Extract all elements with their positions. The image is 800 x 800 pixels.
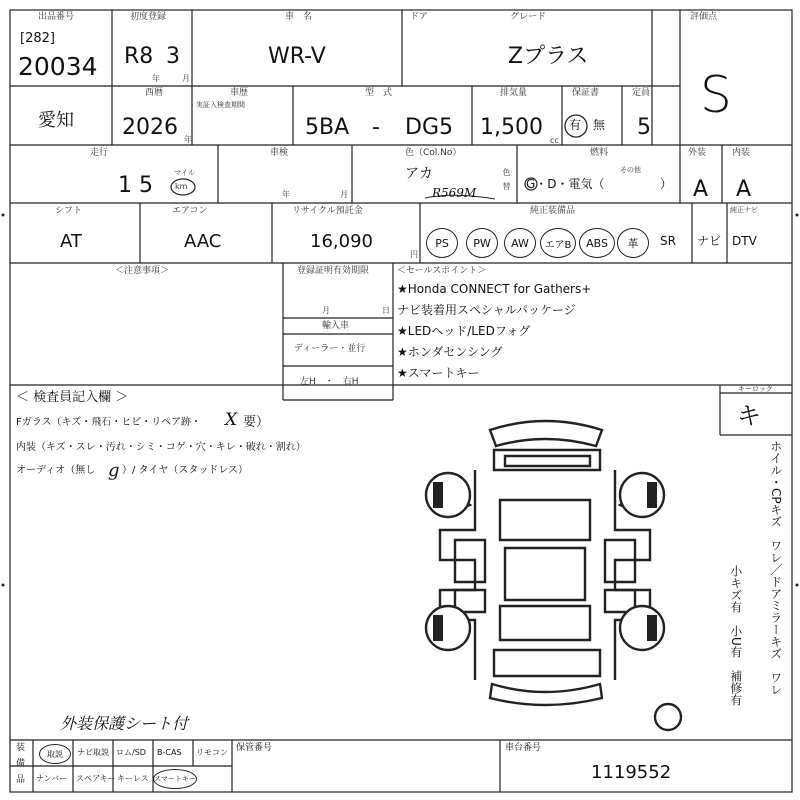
inspector-section-title: ＜ 検査員記入欄 ＞ <box>16 390 129 405</box>
mileage: 1 5 <box>118 173 153 198</box>
yen-unit: 円 <box>410 250 418 259</box>
chassis-history-label: 車歴 <box>230 88 249 98</box>
door-label: ドア <box>410 12 428 22</box>
sales-point: ★ホンダセンシング <box>397 345 503 359</box>
year-unit: 年 <box>152 74 160 83</box>
item-navi-manual: ナビ取説 <box>77 748 109 757</box>
ac: AAC <box>184 231 222 252</box>
item-rom-sd: ロム/SD <box>116 748 146 757</box>
footer-row-label-3: 品 <box>16 775 26 785</box>
item-smart-key: スマートキー <box>153 769 197 789</box>
sales-point: ★スマートキー <box>397 366 480 380</box>
model-prefix: 5BA <box>305 115 350 140</box>
chassis-number: 1119552 <box>591 762 672 783</box>
import-label: 輸入車 <box>322 321 350 331</box>
grade-label: グレード <box>510 12 547 22</box>
damage-legend-col2: 小キズ有 小U有 補修有 <box>728 565 743 706</box>
equip-sr: SR <box>660 234 676 248</box>
sales-points-list <box>397 283 591 379</box>
inspection-month-unit: 月 <box>340 190 348 199</box>
warranty-label: 保証書 <box>572 88 600 98</box>
navi-label: 純正ナビ <box>730 206 758 214</box>
sales-point: ★Honda CONNECT for Gathers+ <box>397 282 592 296</box>
registration-month: 3 <box>166 44 180 69</box>
color-change-label: 色替 <box>502 168 511 196</box>
audio-tire-line-b: ）/ タイヤ（スタッドレス） <box>122 465 249 476</box>
car-name: WR-V <box>268 44 326 69</box>
equipment-label: 純正装備品 <box>530 206 576 216</box>
registration-deadline-label: 登録証明有効期限 <box>297 266 370 276</box>
equip-dtv: DTV <box>732 234 757 248</box>
sales-points-label: ＜セールスポイント＞ <box>397 266 487 276</box>
model-code: DG5 <box>405 115 453 140</box>
damage-legend-col1: ホイル・CPキズ ワレ／ドアミラーキズ ワレ <box>768 440 783 696</box>
recycle-label: リサイクル預託金 <box>292 206 363 216</box>
sales-point: ナビ装着用スペシャルパッケージ <box>397 303 576 317</box>
deadline-day: 日 <box>382 306 390 315</box>
fuel-close: ） <box>660 177 673 191</box>
deadline-month: 月 <box>322 306 330 315</box>
month-unit: 月 <box>182 74 190 83</box>
exterior-grade: A <box>693 177 709 202</box>
keylock-label: キーロック <box>738 385 773 393</box>
color: アカ <box>405 166 433 182</box>
color-label: 色（Col.No） <box>405 148 462 158</box>
fuel-options: G・D・電気（ <box>526 177 605 191</box>
color-code: R569M <box>432 186 477 200</box>
displacement: 1,500 <box>480 115 543 140</box>
seats: 5 <box>637 115 651 140</box>
region: 愛知 <box>38 110 74 131</box>
sales-point: ★LEDヘッド/LEDフォグ <box>397 324 531 338</box>
item-bcas: B-CAS <box>157 748 182 757</box>
item-manual: 取説 <box>39 744 71 764</box>
item-spare-key: スペアキー <box>76 774 116 783</box>
seats-label: 定員 <box>632 88 651 98</box>
keep-number-label: 保管番号 <box>236 743 273 753</box>
windshield-mark: X <box>225 410 238 430</box>
model-label: 型 式 <box>365 88 393 98</box>
model-dash: - <box>372 115 380 140</box>
fuel-label: 燃料 <box>590 148 609 158</box>
cc-unit: cc <box>550 136 559 145</box>
mileage-label: 走行 <box>90 148 109 158</box>
recycle-fee: 16,090 <box>310 231 373 252</box>
first-registration-label: 初度登録 <box>130 12 167 22</box>
equip-ps: PS <box>426 228 458 258</box>
warranty-no: 無 <box>593 118 606 132</box>
item-remote: リモコン <box>196 748 228 757</box>
mile-unit: マイル <box>174 169 195 177</box>
shift-label: シフト <box>55 206 83 216</box>
item-keyless: キーレス <box>117 774 149 783</box>
year-suffix: 年 <box>184 135 192 144</box>
registration-era: R8 <box>124 44 154 69</box>
inspection-year-unit: 年 <box>282 190 290 199</box>
interior-label: 内装 <box>732 148 751 158</box>
footer-row-label-2: 備 <box>16 759 26 769</box>
keylock-value: キ <box>737 402 761 430</box>
car-name-label: 車 名 <box>285 12 313 22</box>
audio-mark: g <box>108 460 120 481</box>
year: 2026 <box>122 115 178 140</box>
score: S <box>700 66 732 124</box>
shift: AT <box>60 231 82 252</box>
lot-number-label: 出品番号 <box>38 12 75 22</box>
dealer-type: ディーラー・並行 <box>294 344 366 354</box>
handle-side: 左H ・ 右H <box>300 377 359 387</box>
exterior-label: 外装 <box>688 148 707 158</box>
warranty-yes: 有 <box>569 118 582 132</box>
km-unit: km <box>175 182 188 191</box>
car-diagram <box>440 421 650 705</box>
chassis-note: 実証入検査期間 <box>196 101 245 109</box>
fuel-other-label: その他 <box>620 166 641 174</box>
chassis-number-label: 車台番号 <box>505 743 542 753</box>
windshield-line: Fガラス（キズ・飛石・ヒビ・リペア跡・ <box>16 417 202 428</box>
displacement-label: 排気量 <box>500 88 528 98</box>
equip-abs: ABS <box>579 228 615 258</box>
year-label: 西暦 <box>145 88 164 98</box>
inspection-label: 車検 <box>270 148 289 158</box>
score-label: 評価点 <box>690 12 718 22</box>
grade: Zプラス <box>508 44 589 69</box>
equip-aw: AW <box>504 228 536 258</box>
caution-label: ＜注意事項＞ <box>115 266 170 276</box>
audio-tire-line-a: オーディオ（無し <box>16 465 96 476</box>
interior-line: 内装（キズ・スレ・汚れ・シミ・コゲ・穴・キレ・破れ・割れ） <box>16 442 306 453</box>
equip-navi: ナビ <box>697 234 722 248</box>
ac-label: エアコン <box>172 206 208 216</box>
item-number-plate: ナンバー <box>36 774 68 783</box>
handwritten-note: 外装保護シート付 <box>60 714 189 733</box>
footer-row-label-1: 装 <box>16 743 26 753</box>
equip-leather: 革 <box>617 228 649 258</box>
windshield-line-end: 要） <box>243 415 270 430</box>
lot-bracket: [282] <box>20 31 55 46</box>
interior-grade: A <box>736 177 752 202</box>
lot-number: 20034 <box>18 52 98 81</box>
equip-pw: PW <box>466 228 498 258</box>
equip-airbag: エアB <box>540 228 576 258</box>
